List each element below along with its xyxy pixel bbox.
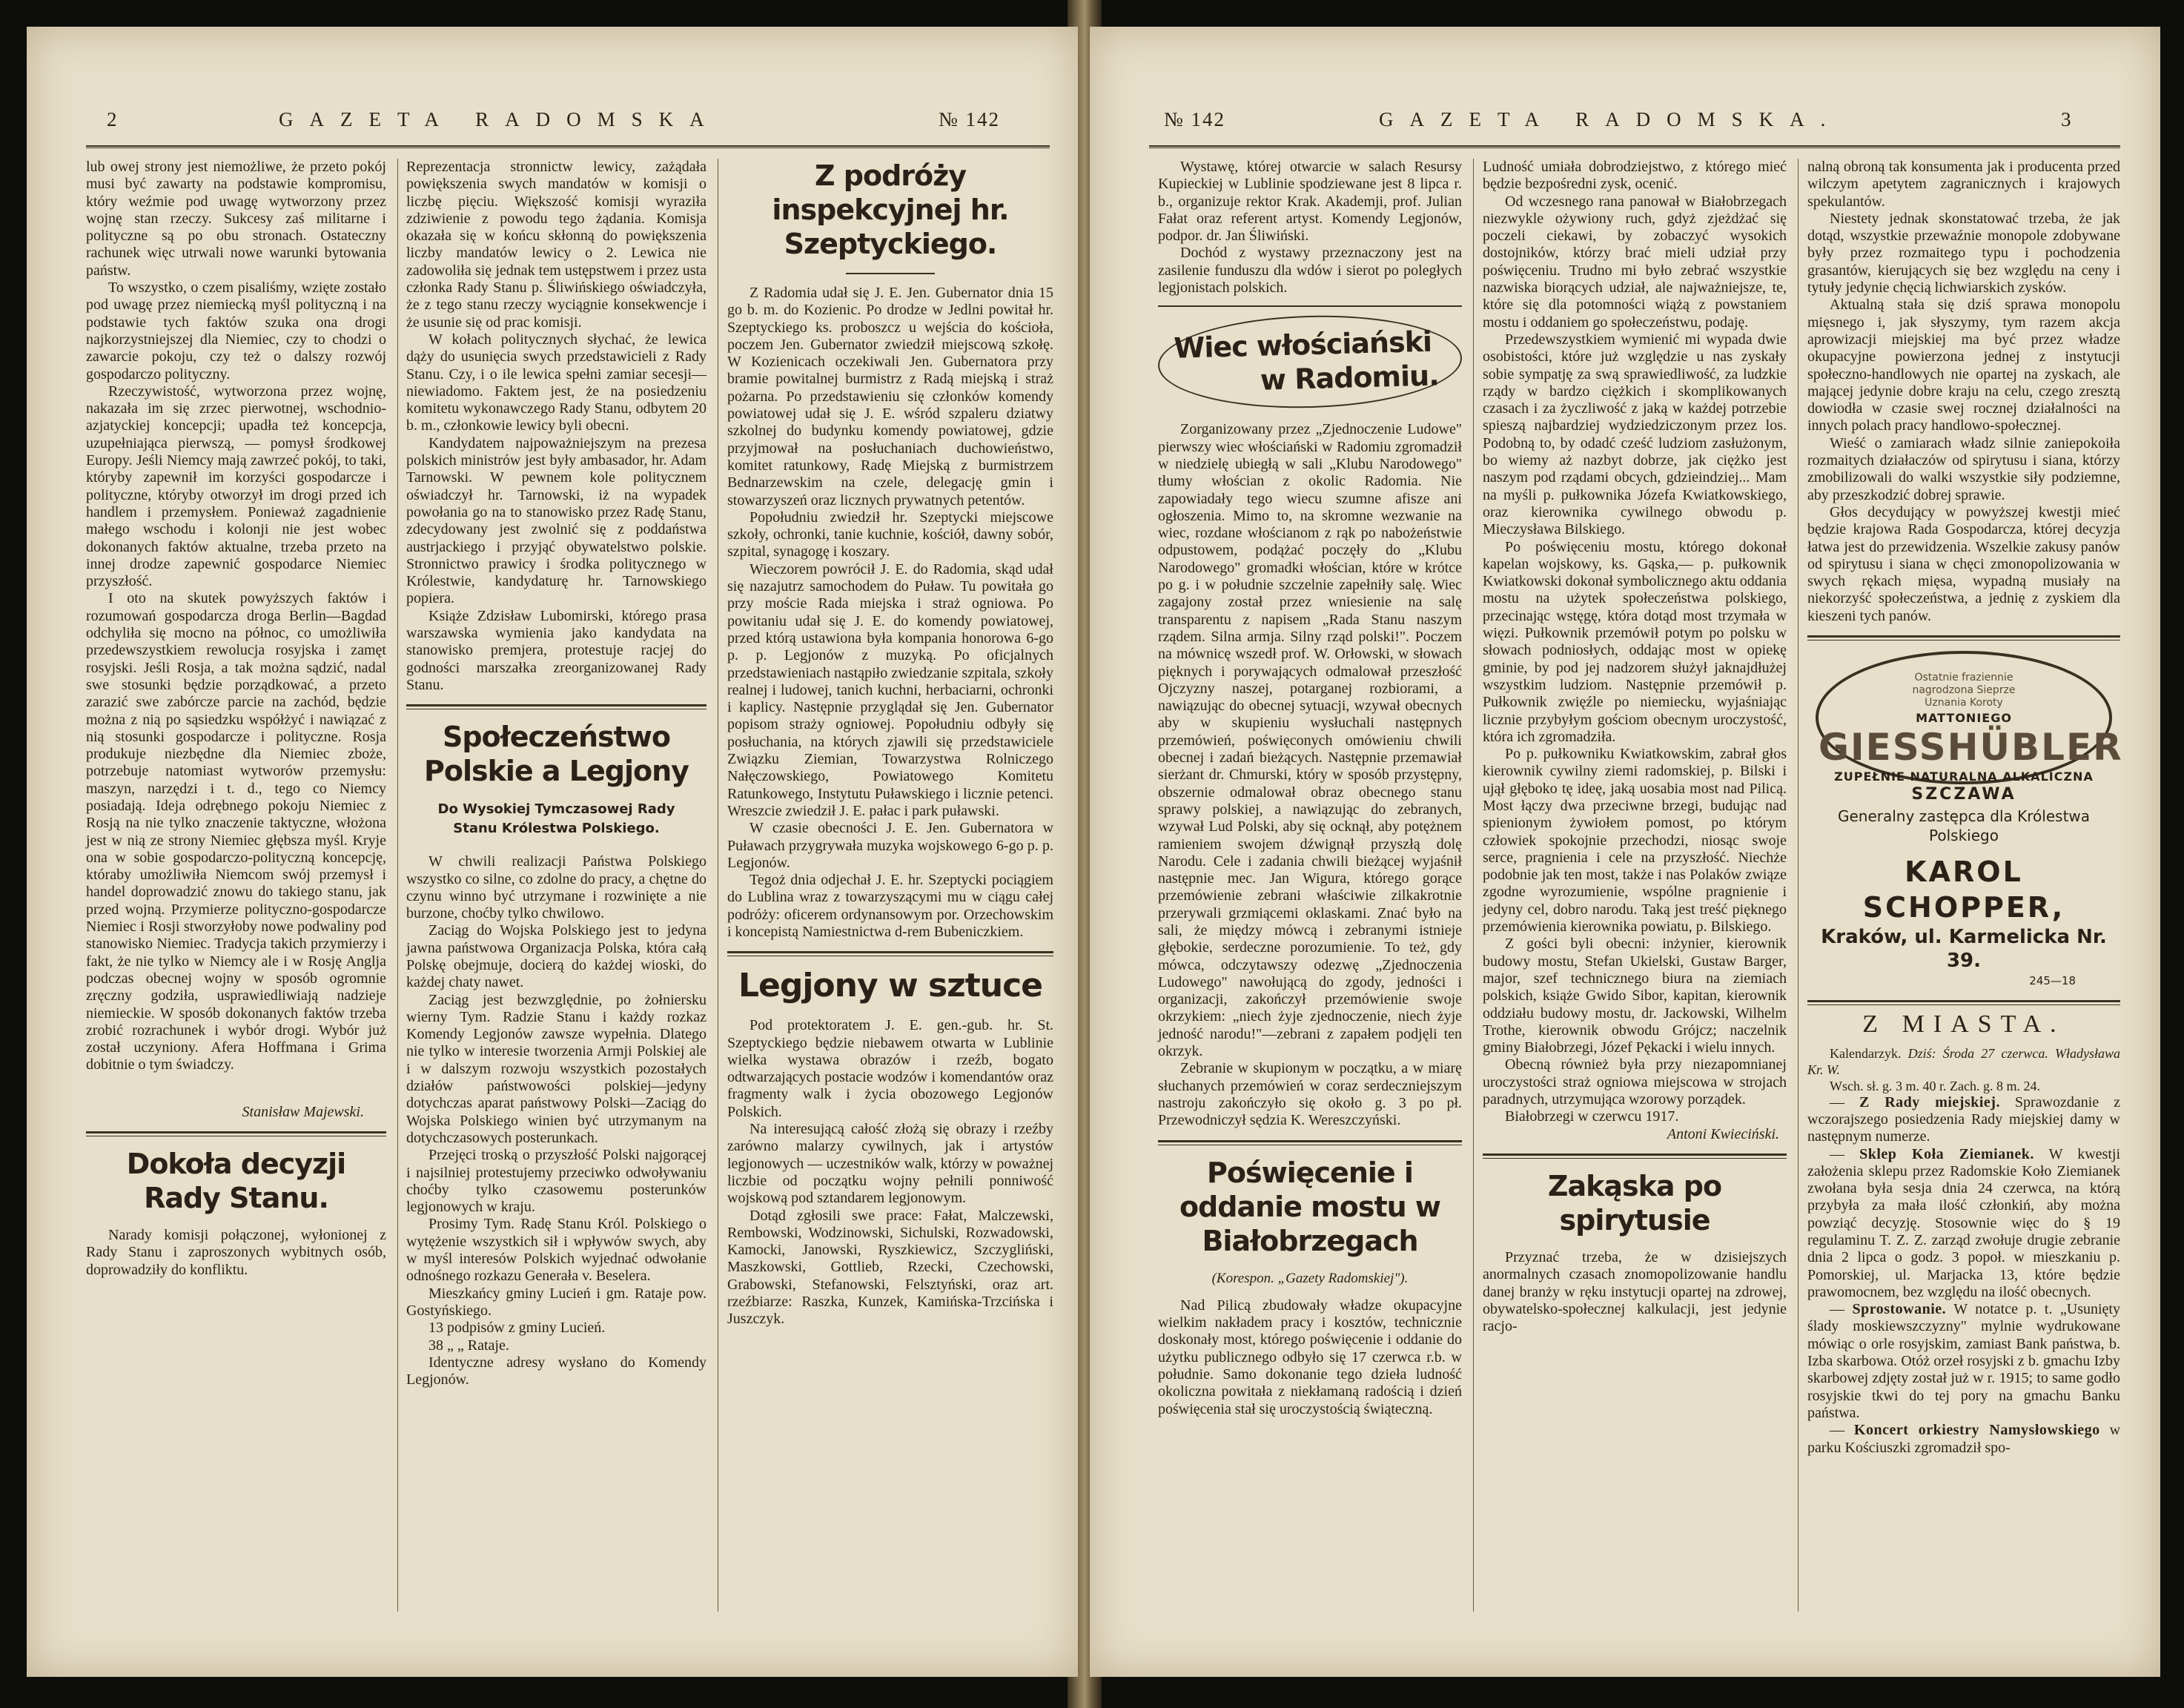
section-divider: [1807, 635, 2120, 640]
author-signature: Stanisław Majewski.: [242, 1103, 364, 1120]
article-paragraph: Po poświęceniu mostu, którego dokonał kapelan wojskowy, ks. Gąska,— p. pułkownik Kwiatkowski dokonał symbolicznego aktu oddania mostu na użytek społeczeństwa polskiego, przecinając wstęgę, która dotąd most trzymała w więzi. Pułkownik przemówił potym po polsku w słowach podniosłych, oddając most w opiekę gminie, by pod jej nadzorem służył jaknajdłużej wszystkim ludziom. Następnie przemówił p. Pułkownik zwięźle po niemiecku, wyjaśniając licznie przybyłym gościom obecnym uroczystość, która ich zgromadziła.: [1483, 538, 1787, 745]
header-rule-left: [86, 145, 1050, 148]
article-paragraph: nalną obroną tak konsumenta jak i producenta przed wilczym apetytem zagranicznych i krajowych spekulantów.: [1807, 159, 2120, 210]
section-divider: [86, 1131, 386, 1136]
article-paragraph: Wystawę, której otwarcie w salach Resursy Kupieckiej w Lublinie spodziewane jest 8 lipca r. b., organizuje rektor Krak. Akademji, prof. Julian Fałat oraz referent artyst. Komendy Legjonów, podpor. dr. Jan Śliwiński.: [1158, 159, 1462, 245]
article-paragraph: lub owej strony jest niemożliwe, że przeto pokój musi być zawarty na podstawie kompromisu, który weźmie pod uwagę wytworzony przez wojnę stan rzeczy. Sukcesy zaś militarne i polityczne są po obu stronach. Ostateczny rachunek więc utrwali nowe warunki bytowania państw.: [86, 159, 386, 279]
article-paragraph: Kandydatem najpoważniejszym na prezesa polskich ministrów jest były ambasador, hr. Adam Tarnowski. W pewnem kole politycznem oświadczył hr. Tarnowski, iż na wypadek powołania go na to stanowisko przez Radę Stanu, zdecydowany jest zwolnić się z poddaństwa austrjackiego i przyjąć obywatelstwo polskie. Stronnictwo prawicy i środka politycznego w Królestwie, kandydaturę hr. Tarnowskiego popiera.: [406, 434, 707, 607]
right-column-3: [1807, 159, 2123, 1457]
issue-number-right: № 142: [1164, 108, 1226, 130]
zakaska-headline: Zakąska po spirytusie: [1547, 1169, 1722, 1237]
ad-small-text: nagrodzona Sieprze: [1912, 684, 2016, 697]
article-paragraph: Na interesującą całość złożą się obrazy i rzeźby zarówno malarzy cywilnych, jak i artystów legjonowych — uczestników walk, którzy w poważnej liczbie od początku wojny pełnili ponniwość wojskową pod sztandarem legjonowym.: [727, 1121, 1053, 1207]
article-paragraph: Identyczne adresy wysłano do Komendy Legjonów.: [406, 1354, 707, 1388]
article-paragraph: Tegoż dnia odjechał J. E. hr. Szeptycki pociągiem do Lublina wraz z towarzyszącymi mu w ciągu całej podróży: oficerem ordynansowym por. Orzechowskim i koncepistą Namiestnictwa d-rem Bubeniczkiem.: [727, 872, 1053, 940]
spoleczenstwo-headline: Społeczeństwo Polskie a Legjony: [424, 721, 689, 788]
left-column-2: [406, 159, 707, 1388]
city-news-text: Sprawozdanie z wczorajszego posiedzenia Rady miejskiej damy w następnym numerze.: [1807, 1093, 2121, 1145]
article-paragraph: Wieść o zamiarach władz silnie zaniepokoiła rozmaitych działaczów od spirytusu i siana, którzy zmobilizowali do walki wszystkie siły podziemne, aby przeszkodzić dobrej sprawie.: [1807, 434, 2120, 503]
city-news-item: — Sklep Koła Ziemianek. W kwestji założenia sklepu przez Radomskie Koło Ziemianek zwołana była sesja dnia 24 czerwca, na którą przybyła za mała ilość członkiń, aby można powziąć decyzję. Stosownie więc do § 19 regulaminu T. Z. Z. zarząd zwołuje drugie zebranie dnia 2 lipca o godz. 3 popoł. w mieszkaniu p. Pomorskiej, ul. Marjacka 13, które będzie prawomocnem, bez względu na ilość obecnych.: [1807, 1145, 2121, 1300]
article-paragraph: W czasie obecności J. E. Jen. Gubernatora w Puławach przygrywała muzyka wojskowego 6-go p. p. Legjonów.: [727, 820, 1053, 871]
kalendarz: [1807, 1045, 2120, 1078]
city-news-lead: Z Rady miejskiej.: [1859, 1093, 2000, 1110]
ad-agent-name: KAROL SCHOPPER,: [1862, 855, 2065, 924]
right-column-2: [1483, 159, 1787, 1335]
article-paragraph: Narady komisji połączonej, wyłonionej z Rady Stanu i zaproszonych wybitnych osób, doprowadziły do konfliktu.: [86, 1227, 386, 1278]
article-paragraph: W kołach politycznych słychać, że lewica dąży do usunięcia swych przedstawicieli z Rady Stanu. Czy, i o ile lewica spełni zamiar secesji—niewiadomo. Faktem jest, że na posiedzeniu komitetu wykonawczego Rady Stanu, odbytem 20 b. m., członkowie lewicy byli obecni.: [406, 331, 707, 434]
article-paragraph: Przejęci troską o przyszłość Polski najgorącej i najsilniej protestujemy przeciwko odwoływaniu choćby tylko czasowemu posterunków legjonowych w kraju.: [406, 1147, 707, 1216]
right-masthead: [1090, 108, 2160, 145]
ad-code: 245—18: [2029, 974, 2076, 988]
kalendarz-text: Dziś: Środa 27 czerwca. Władysława Kr. W.: [1807, 1045, 2121, 1077]
city-news-text: W kwestji założenia sklepu przez Radomskie Koło Ziemianek zwołana była sesja dnia 24 czerwca, na którą przybyła za mała ilość członkiń, aby można powziąć decyzję. Stosownie więc do § 19 regulaminu T. Z. Z. zarząd zwołuje drugie zebranie dnia 2 lipca o godz. 3 popoł. w mieszkaniu p. Pomorskiej, ul. Marjacka 13, które będzie prawomocnem, bez względu na ilość obecnych.: [1807, 1145, 2121, 1300]
article-paragraph: Książe Zdzisław Lubomirski, którego prasa warszawska wymienia jako kandydata na stanowisko premjera, protestuje racjej do godności marszałka zreorganizowanej Rady Stanu.: [406, 607, 707, 693]
wiec-headline-line1: Wiec włościański: [1173, 325, 1432, 365]
left-masthead: [27, 108, 1078, 145]
left-column-1: [86, 159, 386, 1279]
giesshubler-stamp: [1816, 651, 2123, 804]
article-paragraph: Rzeczywistość, wytworzona przez wojnę, nakazała im się zrzec pierwotnej, wschodnio-azjatyckiej koncepcji; upadła też koncepcja, uzupełniająca pierwszą, — pomysł środkowej Europy. Jeśli Niemcy mają zawrzeć pokój, to taki, któryby zapewnił im korzyści gospodarcze i polityczne, któryby otworzył im drogi przed ich handlem i przemysłem. Ponieważ zagadnienie małego wschodu i kolonji nie jest wobec dokonanych faktów aktualne, trzeba przeto na innej drodze zapewnić gospodarce Niemiec przyszłość.: [86, 383, 386, 590]
article-paragraph: Popołudniu zwiedził hr. Szeptycki miejscowe szkoły, ochronki, tanie kuchnie, kościół, dawny sobór, szpital, synagogę i koszary.: [727, 509, 1053, 560]
page-number-right: 3: [2061, 108, 2073, 130]
article-paragraph: Przyznać trzeba, że w dzisiejszych anormalnych czasach znomopolizowanie handlu danej branży w ręku instytucji opartej na zdrowej, obywatelsko-społecznej kalkulacji, jest jedynie racjo-: [1483, 1248, 1787, 1335]
masthead-title-right: GAZETA RADOMSKA.: [1379, 108, 1842, 130]
article-paragraph: Aktualną stała się dziś sprawa monopolu mięsnego i, jak słyszymy, tym razem akcja aprowizacji miejskiej ma być przez władze okupacyjne powierzona jednej z instytucji społeczno-handlowych nie opartej na zyskach, ale mającej jedynie dobre kraju na celu, czego zresztą dowiodła w czasie swej rocznej działalności na innych polach pracy handlowo-społecznej.: [1807, 297, 2120, 434]
article-paragraph: Pod protektoratem J. E. gen.-gub. hr. St. Szeptyckiego będzie niebawem otwarta w Lublinie wielka wystawa obrazów i rzeźb, bogato odtwarzających postacie wodzów i komendantów oraz fragmenty walk i życia obozowego Legjonów Polskich.: [727, 1017, 1053, 1120]
section-divider: [1807, 1000, 2120, 1005]
left-page: [27, 27, 1078, 1677]
ad-agent-line: Generalny zastępca dla Królestwa: [1837, 807, 2091, 826]
article-paragraph: Obecną również była przy niezapomnianej uroczystości straż ogniowa miejscowa w strojach paradnych, utrzymująca wzorowy porządek.: [1483, 1056, 1787, 1108]
right-page: [1090, 27, 2160, 1677]
spoleczenstwo-subheadline: Do Wysokiej Tymczasowej Rady Stanu Królestwa Polskiego.: [437, 801, 675, 837]
right-column-1: [1158, 159, 1462, 1418]
article-paragraph: Głos decydujący w powyższej kwestji mieć będzie krajowa Rada Gospodarcza, której decyzja łatwa jest do przewidzenia. Wszelkie zakusy panów od spirytusu i siana w chęci zmonopolizowania w swych rękach mięsa, wypadną musiały na niekorzyść społeczeństwa, a jednię z zyskiem dla kieszeni tych panów.: [1807, 503, 2120, 624]
decyzja-headline: Dokoła decyzji Rady Stanu.: [126, 1148, 346, 1215]
zmiasta-headline: Z MIASTA.: [1862, 1010, 2065, 1039]
article-paragraph: W chwili realizacji Państwa Polskiego wszystko co silne, co zdolne do pracy, a chętne do czynu winno być utrzymane i rozwinięte a nie burzone, choćby tylko chwilowo.: [406, 853, 707, 922]
article-paragraph: Prosimy Tym. Radę Stanu Król. Polskiego o wytężenie wszystkich sił i wpływów swych, aby w myśl interesów Polskich wyjednać odwołanie odnośnego rozkazu Generała v. Beselera.: [406, 1216, 707, 1285]
ad-small-text: Uznania Koroty: [1925, 697, 2003, 709]
ad-agent-line: Polskiego: [1929, 827, 1999, 845]
article-paragraph: Zebranie w skupionym w początku, a w miarę słuchanych przemówień w coraz serdeczniejszym nastroju zakończyło się około g. 3 po pł. Przewodniczył sędzia K. Wereszczyński.: [1158, 1060, 1462, 1129]
ad-tagline: ZUPEŁNIE NATURALNA ALKALICZNA: [1834, 769, 2094, 784]
article-paragraph: Reprezentacja stronnictw lewicy, zażądała powiększenia swych mandatów w komisji o liczbę pięciu. Większość komisji wyraziła zdziwienie z powodu tego żądania. Komisja okazała się w końcu skłonną do powiększenia liczby mandatów lewicy o 2. Lewica nie zadowoliła się jednak tem ustępstwem i przez usta członka Rady Stanu p. Śliwińskiego oświadczyła, że z tego stanu rzeczy wyciągnie konsekwencje i że usunie się od prac komisji.: [406, 159, 707, 331]
article-paragraph: Ludność umiała dobrodziejstwo, z którego mieć będzie bezpośredni zysk, ocenić.: [1483, 159, 1787, 193]
masthead-title-left: GAZETA RADOMSKA: [279, 108, 721, 130]
kalendarz-sun: Wsch. sł. g. 3 m. 40 r. Zach. g. 8 m. 24.: [1830, 1078, 2040, 1093]
city-news-lead: Sklep Koła Ziemianek.: [1859, 1145, 2034, 1162]
article-paragraph: Zaciąg jest bezwzględnie, po żołniersku wierny Tym. Radzie Stanu i każdy rozkaz Komendy Legjonów zawsze wypełnia. Dlatego nie tylko w interesie tworzenia Armji Polskiej ale i w dalszym rozwoju wszystkich pozostałych działów państwowości polskiej—jedyny dotychczas aparat państwowy Polski—Zaciąg do Wojska Polskiego winien być utrzymanym na dotychczasowych posterunkach.: [406, 991, 707, 1146]
podrozy-headline: Z podróży inspekcyjnej hr. Szeptyckiego.: [772, 159, 1009, 260]
wiec-headline-oval: [1156, 312, 1463, 412]
section-divider: [1158, 305, 1462, 307]
ad-brand-top: MATTONIEGO: [1916, 711, 2012, 726]
header-rule-right: [1149, 145, 2120, 148]
column-rule: [1473, 159, 1474, 1612]
wiec-headline-line2: w Radomiu.: [1260, 359, 1440, 397]
correspondent-credit: (Korespon. „Gazety Radomskiej").: [1211, 1270, 1409, 1286]
section-divider: [727, 951, 1053, 956]
article-paragraph: 38 „ „ Rataje.: [428, 1337, 509, 1354]
short-divider: [846, 273, 935, 274]
city-news-text: w parku Kościuszki zgromadził spo-: [1807, 1422, 2121, 1456]
kalendarz-label: Kalendarzyk.: [1830, 1045, 1902, 1061]
article-paragraph: Od wczesnego rana panował w Białobrzegach niezwykle ożywiony ruch, gdyż zjeżdżać się poczeli ciekawi, by zobaczyć wysokich dostojników, którzy brać mieli udział przy poświęceniu. Trudno mi było zebrać wszystkie nazwiska biorących udział, ale najważniejsze, te, które się dla potomności wiążą z powstaniem mostu i oddaniem go społeczeństwu, podaję.: [1483, 193, 1787, 331]
article-paragraph: Mieszkańcy gminy Lucień i gm. Rataje pow. Gostyńskiego.: [406, 1285, 707, 1319]
article-paragraph: Przedewszystkiem wymienić mi wypada dwie osobistości, które już względzie u nas zyskały sobie sympatję za swą sprawiedliwość, za ludzkie rządy w bardzo ciężkich i skomplikowanych czasach i za życzliwość z jaką w każdej potrzebie spieszą najbardziej wydziedziczonym przez los. Podobną to, by odadć cześć ludziom zasłużonym, bo wiemy aż nazbyt dobrze, jak ciężko jest naszym pod rządami obcych, gdzieindziej... Mam na myśli p. pułkownika Józefa Kwiatkowskiego, oraz kierownika cywilnego obwodu p. Mieczysława Bilskiego.: [1483, 331, 1787, 538]
article-paragraph: Nad Pilicą zbudowały władze okupacyjne wielkim nakładem pracy i kosztów, technicznie doskonały most, którego poświęcenie i oddanie do użytku publicznego odbyło się 17 czerwca r.b. w południe. Samo dokonanie tego dzieła ludność okoliczna powitała z niekłamaną radością i dzień poświęcenia stał się uroczystością świąteczną.: [1158, 1297, 1462, 1417]
left-column-3: [727, 159, 1053, 1328]
ad-small-text: Ostatnie fraziennie: [1914, 672, 2013, 684]
city-news-item: — Z Rady miejskiej. Sprawozdanie z wczorajszego posiedzenia Rady miejskiej damy w następnym numerze.: [1807, 1093, 2121, 1145]
column-rule: [397, 159, 398, 1612]
article-paragraph: Dotąd zgłosili swe prace: Fałat, Malczewski, Rembowski, Wodzinowski, Sichulski, Rozwadowski, Kamocki, Janowski, Ryszkiewicz, Szczygliński, Maszkowski, Gottlieb, Rzecki, Czechowski, Grabowski, Stefanowski, Felsztyński, oraz art. rzeźbiarze: Raszka, Kunzek, Kamińska-Trzcińska i Juszczyk.: [727, 1207, 1053, 1328]
column-rule: [1798, 159, 1799, 1612]
article-paragraph: Białobrzegi w czerwcu 1917.: [1505, 1108, 1679, 1125]
article-paragraph: To wszystko, o czem pisaliśmy, wzięte zostało pod uwagę przez niemiecką myśl polityczną i na podstawie tych faktów szuka ona drogi najkorzystniejszej dla Niemiec, czy to chodzi o zawarcie pokoju, czy też o dalszy rozwój gospodarczo polityczny.: [86, 279, 386, 383]
article-paragraph: Dochód z wystawy przeznaczony jest na zasilenie funduszu dla wdów i sierot po poległych legjonistach polskich.: [1158, 245, 1462, 297]
ad-address: Kraków, ul. Karmelicka Nr. 39.: [1821, 926, 2107, 973]
issue-number-left: № 142: [939, 108, 1001, 130]
article-paragraph: Niestety jednak skonstatować trzeba, że jak dotąd, wszystkie przewaźnie monopole zdobywane były przez rozmaitego typu i pochodzenia grasantów, kierujących się bez względu na ceny i tytuły jedynie chęcią lichwiarskich zysków.: [1807, 210, 2120, 297]
city-news-lead: Koncert orkiestry Namysłowskiego: [1853, 1422, 2100, 1439]
ad-product: SZCZAWA: [1911, 784, 2016, 804]
section-divider: [1158, 1140, 1462, 1145]
giesshubler-advertisement: [1807, 651, 2123, 990]
legjony-headline: Legjony w sztuce: [738, 967, 1043, 1005]
city-news-text: W notatce p. t. „Usunięty ślady moskiewszczyzny" mylnie wydrukowane mówiąc o orle rosyjskim, zamiast Bank państwa, b. Izba skarbowa. Otóż orzeł rosyjski z b. gmachu Izby skarbowej zdjęty został już w r. 1915; to same godło rosyjskie tkwi do tej pory na gmachu Banku państwa.: [1807, 1301, 2120, 1421]
ad-brand: GIESSHÜBLER: [1819, 726, 2123, 769]
author-signature: Antoni Kwieciński.: [1667, 1125, 1779, 1142]
city-news-lead: Sprostowanie.: [1852, 1301, 1947, 1318]
article-paragraph: Z Radomia udał się J. E. Jen. Gubernator dnia 15 go b. m. do Kozienic. Po drodze w Jedlni powitał hr. Szeptyckiego ks. proboszcz u wejścia do kościoła, poczem Jen. Gubernator zwiedził miejscową szkołę. W Kozienicach oczekiwali Jen. Gubernatora przy bramie powitalnej burmistrz z Radą miejską i straż pożarna. Po przedstawieniu się członków komendy powiatowej udał się J. E. wśród szpaleru dziatwy szkolnej do budynku komendy powiatowej, gdzie przyjmował na posłuchaniach duchowieństwo, komitet ratunkowy, Radę Miejską z burmistrzem Bednarzewskim na czele, delegację gmin i stowarzyszeń oraz licznych prywatnych petentów.: [727, 285, 1053, 509]
section-divider: [1483, 1153, 1787, 1159]
article-paragraph: Wieczorem powrócił J. E. do Radomia, skąd udał się nazajutrz samochodem do Puław. Tu powitała go przy moście Rada miejska i straż ogniowa. Po powitaniu udał się J. E. do komendy powiatowej, przed którą ustawiona była kompania honorowa 6-go p. p. Legjonów z muzyką. Po oficjalnych przedstawieniach nastąpiło zwiedzanie szpitala, szkoły realnej i ludowej, tanich kuchni, herbaciarni, ochronki i kaplicy. Następnie przyglądał się Jen. Gubernator popisom straży ogniowej. Popołudniu odbyły się posłuchania, na których zjawili się przedstawiciele Związku Ziemian, Towarzystwa Rolniczego Nałęczowskiego, Powiatowego Komitetu Ratunkowego, Instytutu Puławskiego i licznie petenci. Wreszcie zwiedził J. E. pałac i park puławski.: [727, 560, 1053, 819]
page-number-left: 2: [107, 108, 119, 130]
article-paragraph: Zaciąg do Wojska Polskiego jest to jedyna jawna państwowa Organizacja Polska, która całą Polskę obejmuje, docierą do każdej wioski, do każdej chaty nawet.: [406, 922, 707, 991]
city-news-item: — Sprostowanie. W notatce p. t. „Usunięty ślady moskiewszczyzny" mylnie wydrukowane mówiąc o orle rosyjskim, zamiast Bank państwa, b. Izba skarbowa. Otóż orzeł rosyjski z b. gmachu Izby skarbowej zdjęty został już w r. 1915; to same godło rosyjskie tkwi do tej pory na gmachu Banku państwa.: [1807, 1301, 2120, 1421]
article-paragraph: Z gości byli obecni: inżynier, kierownik budowy mostu, Stefan Ukielski, Gustaw Barger, major, szef technicznego biura na ziemiach polskich, książe Gwido Sibor, kapitan, kierownik oddziału budowy mostu, dr. Jackowski, Wilhelm Trothe, kierownik obwodu Grójcz; naczelnik gminy Białobrzegi, Józef Pękacki i wielu innych.: [1483, 936, 1787, 1056]
article-paragraph: I oto na skutek powyższych faktów i rozumowań gospodarcza droga Berlin—Bagdad odchyliła się mocno na północ, co umożliwiła przedewszystkiem rewolucja rosyjska i zamęt rosyjski. Jeśli Rosja, a tak można sądzić, nadal swe stosunki będzie porządkować, a przeto zarazić swe zabórcze parcie na zachód, będzie można z nią po sąsiedzku współżyć i nawiązać z nią stosunki gospodarcze i polityczne. Rosja produkuje niezbędne dla Niemiec zboże, potrzebuje natomiast wytworów przemysłu: maszyn, narzędzi i t. d., tego co Niemcy posiadają. Ideja odrębnego pokoju Niemiec z Rosją na nie tylko znaczenie taktyczne, włożona jest w nią ze strony Niemiec głębsza myśl. Kryje ona w sobie gospodarczo-polityczną koncepcję, któraby umożliwiła Niemcom swój przemysł i handel doprowadzić znowu do takiego stanu, jak przed wojną. Przymierze polityczno-gospodarcze Niemiec i Rosji stworzyłoby nowe podwaliny pod stanowisko Niemiec. Tradycja takich przymierzy i fakt, że nie tylko w Niemcy ale i w Rosję Anglja podczas obecnej wojny w sposób ogromnie zręczny godziła, usprawiedliwiają nadzieje niemieckie. W sposób dokonanych faktów trzeba zrobić rozrachunek i wybór drogi. Wybór już został uczyniony. Afera Hoffmana i Grima dobitnie o tym świadczy.: [86, 590, 386, 1073]
city-news-item: — Koncert orkiestry Namysłowskiego w parku Kościuszki zgromadził spo-: [1807, 1422, 2121, 1456]
section-divider: [406, 704, 707, 709]
article-paragraph: Zorganizowany przez „Zjednoczenie Ludowe" pierwszy wiec włościański w Radomiu zgromadził w niedzielę ubiegłą w sali „Klubu Narodowego" tłumy włościan z okolic Radomia. Nie zapowiadały tego wiecu szumne afisze ani ogłoszenia. Mimo to, na skromne wezwanie na wiec, rozdane włościanom z rąk po nabożeństwie odpustowem, podążać poczęły do „Klubu Narodowego" gromadki włościan, które w krótce po g. i w południe szczelnie zapełniły salę. Wiec zagajony został przez wniesienie na salę transparentu z napisem „Rada Stanu naszym rządem. Silna armja. Silny rząd polski!". Poczem na mównicę wszedł prof. W. Orłowski, w słowach pięknych i porywających odmalował przeszłość Ojczyzny naszej, potarganej rozbiorami, a nawiązując do obecnej sytuacji, wzywał obecnych aby w skupieniu wysłuchali następnych przemówień, poświęconych omówieniu chwili obecnej i zadań bieżących. Następnie przemawiał sierżant dr. Chmurski, który w sposób przystępny, obszernie odmalował obraz obecnego stanu sprawy polskiej, a nawiązując do zebranych, wzywał Lud Polski, aby się ocknął, aby potężnem ramieniem swojem dźwignął przyszłą dolę Narodu. Cele i zadania chwili bieżącej wyjaśnił następnie mec. Jan Wigura, którego gorące przemówienie zebrani właściwie zilkakrotnie przerywali grzmiącemi oklaskami. Znać było na sali, że między mówcą i zebranymi istnieje głębokie, serdeczne porozumienie. To też, gdy mówca, odczytawszy odezwę „Zjednoczenia Ludowego" nawołującą do zgody, jedności i organizacji, zakończył przemówienie swoje okrzykiem: „niech żyje zjednoczenie, niech żyje jedność narodu!"—zebrani z zapałem podjęli ten okrzyk.: [1158, 421, 1462, 1060]
article-paragraph: Po p. pułkowniku Kwiatkowskim, zabrał głos kierownik cywilny ziemi radomskiej, p. Bilski i ujął głęboko tę ideę, jaką uosabia most nad Pilicą. Most łączy dwa przeciwne brzegi, budując nad spienionym żywiołem pomost, po którym człowiek spokojnie przechodzi, niosąc swoje serce, pragnienia i cele na przyszłość. Niechże podobnie jak ten most, także i nas Polaków związe zgodne wyrozumienie, wspólne pragnienie i jedyny cel, dobro narodu. Taką jest treść pięknego przemówienia kierownika powiatu, p. Bilskiego.: [1483, 746, 1787, 936]
article-paragraph: 13 podpisów z gminy Lucień.: [428, 1320, 606, 1337]
poswiecenie-headline: Poświęcenie i oddanie mostu w Białobrzegach: [1179, 1156, 1441, 1257]
